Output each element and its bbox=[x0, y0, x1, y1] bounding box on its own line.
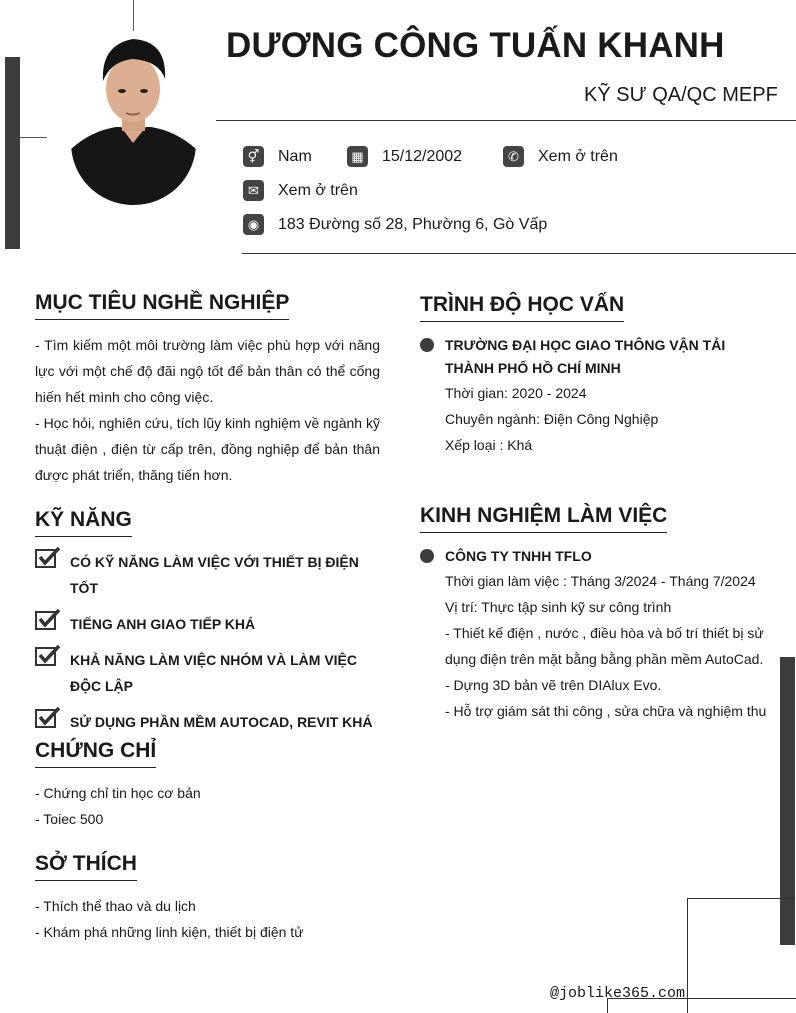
objective-paragraph: - Tìm kiếm một môi trường làm việc phù hợp với năng lực với một chế độ đãi ngộ tốt để bản thân có thể cống hiến hết mình cho công việc. bbox=[35, 337, 380, 405]
skill-label: TIẾNG ANH GIAO TIẾP KHÁ bbox=[70, 616, 256, 632]
education-major: Chuyên ngành: Điện Công Nghiệp bbox=[445, 411, 659, 427]
education-rank: Xếp loại : Khá bbox=[445, 437, 533, 453]
certificates-title: CHỨNG CHỈ bbox=[35, 739, 156, 768]
contact-gender bbox=[243, 146, 312, 167]
experience-entry bbox=[420, 545, 770, 724]
experience-duty: - Thiết kế điện , nước , điều hòa và bố trí thiết bị sử dụng điện trên mặt bằng bằng phần mềm AutoCad. bbox=[445, 625, 764, 667]
skill-item bbox=[35, 647, 385, 699]
certificate-item: - Chứng chỉ tin học cơ bản bbox=[35, 785, 201, 801]
decor-line bbox=[20, 137, 47, 138]
hobbies-section bbox=[35, 852, 385, 945]
experience-time: Thời gian làm việc : Tháng 3/2024 - Tháng 7/2024 bbox=[445, 573, 756, 589]
calendar-icon: ▦ bbox=[347, 146, 368, 167]
education-section bbox=[420, 293, 770, 458]
contact-email bbox=[243, 180, 358, 201]
skill-item bbox=[35, 709, 385, 735]
watermark-text: @joblike365.com bbox=[550, 985, 686, 1002]
bullet-icon bbox=[420, 338, 434, 352]
address-value: 183 Đường số 28, Phường 6, Gò Vấp bbox=[278, 215, 548, 233]
decor-corner-box bbox=[687, 898, 795, 1013]
certificates-section bbox=[35, 739, 385, 832]
experience-title: KINH NGHIỆM LÀM VIỆC bbox=[420, 504, 667, 533]
contact-address bbox=[243, 214, 547, 235]
job-title: KỸ SƯ QA/QC MEPF bbox=[584, 84, 778, 106]
objective-paragraph: - Học hỏi, nghiên cứu, tích lũy kinh nghiệm về ngành kỹ thuật điện , điện từ cấp trên, đồng nghiệp để bản thân được phát triển, thăng tiến hơn. bbox=[35, 415, 380, 483]
gender-icon: ⚥ bbox=[243, 146, 264, 167]
experience-duty: - Dựng 3D bản vẽ trên DIAlux Evo. bbox=[445, 677, 662, 693]
certificate-item: - Toiec 500 bbox=[35, 811, 104, 827]
location-icon: ◉ bbox=[243, 214, 264, 235]
experience-duty: - Hỗ trợ giám sát thi công , sửa chữa và nghiệm thu bbox=[445, 703, 767, 719]
hobby-item: - Thích thể thao và du lịch bbox=[35, 898, 196, 914]
experience-position: Vị trí: Thực tập sinh kỹ sư công trình bbox=[445, 599, 672, 615]
skills-section bbox=[35, 508, 385, 735]
skill-item bbox=[35, 549, 385, 601]
skill-label: SỬ DỤNG PHẦN MỀM AUTOCAD, REVIT KHÁ bbox=[70, 714, 373, 730]
school-name: TRƯỜNG ĐẠI HỌC GIAO THÔNG VẬN TẢI THÀNH PHỐ HỒ CHÍ MINH bbox=[445, 337, 726, 376]
contact-divider bbox=[242, 253, 796, 254]
education-entry bbox=[420, 334, 770, 458]
birthdate-value: 15/12/2002 bbox=[382, 147, 463, 165]
skill-label: KHẢ NĂNG LÀM VIỆC NHÓM VÀ LÀM VIỆC ĐỘC LẬP bbox=[70, 652, 357, 694]
phone-value: Xem ở trên bbox=[538, 147, 618, 165]
hobby-item: - Khám phá những linh kiện, thiết bị điện tử bbox=[35, 924, 304, 940]
email-value: Xem ở trên bbox=[278, 181, 358, 199]
candidate-name: DƯƠNG CÔNG TUẤN KHANH bbox=[226, 26, 725, 65]
gender-value: Nam bbox=[278, 147, 312, 165]
objective-title: MỤC TIÊU NGHỀ NGHIỆP bbox=[35, 291, 289, 320]
objective-section bbox=[35, 291, 380, 488]
education-title: TRÌNH ĐỘ HỌC VẤN bbox=[420, 293, 624, 322]
decor-bar-left bbox=[5, 57, 20, 249]
education-time: Thời gian: 2020 - 2024 bbox=[445, 385, 587, 401]
bullet-icon bbox=[420, 549, 434, 563]
checkbox-checked-icon bbox=[35, 546, 61, 568]
company-name: CÔNG TY TNHH TFLO bbox=[445, 548, 592, 564]
skill-item bbox=[35, 611, 385, 637]
contact-birthdate bbox=[347, 146, 462, 167]
experience-section bbox=[420, 504, 770, 724]
skill-label: CÓ KỸ NĂNG LÀM VIỆC VỚI THIẾT BỊ ĐIỆN TỐT bbox=[70, 554, 359, 596]
skills-title: KỸ NĂNG bbox=[35, 508, 132, 537]
email-icon: ✉ bbox=[243, 180, 264, 201]
hobbies-title: SỞ THÍCH bbox=[35, 852, 137, 881]
contact-phone bbox=[503, 146, 618, 167]
checkbox-checked-icon bbox=[35, 706, 61, 728]
checkbox-checked-icon bbox=[35, 608, 61, 630]
profile-photo bbox=[71, 31, 196, 205]
phone-icon: ✆ bbox=[503, 146, 524, 167]
checkbox-checked-icon bbox=[35, 644, 61, 666]
header-divider bbox=[216, 120, 796, 121]
